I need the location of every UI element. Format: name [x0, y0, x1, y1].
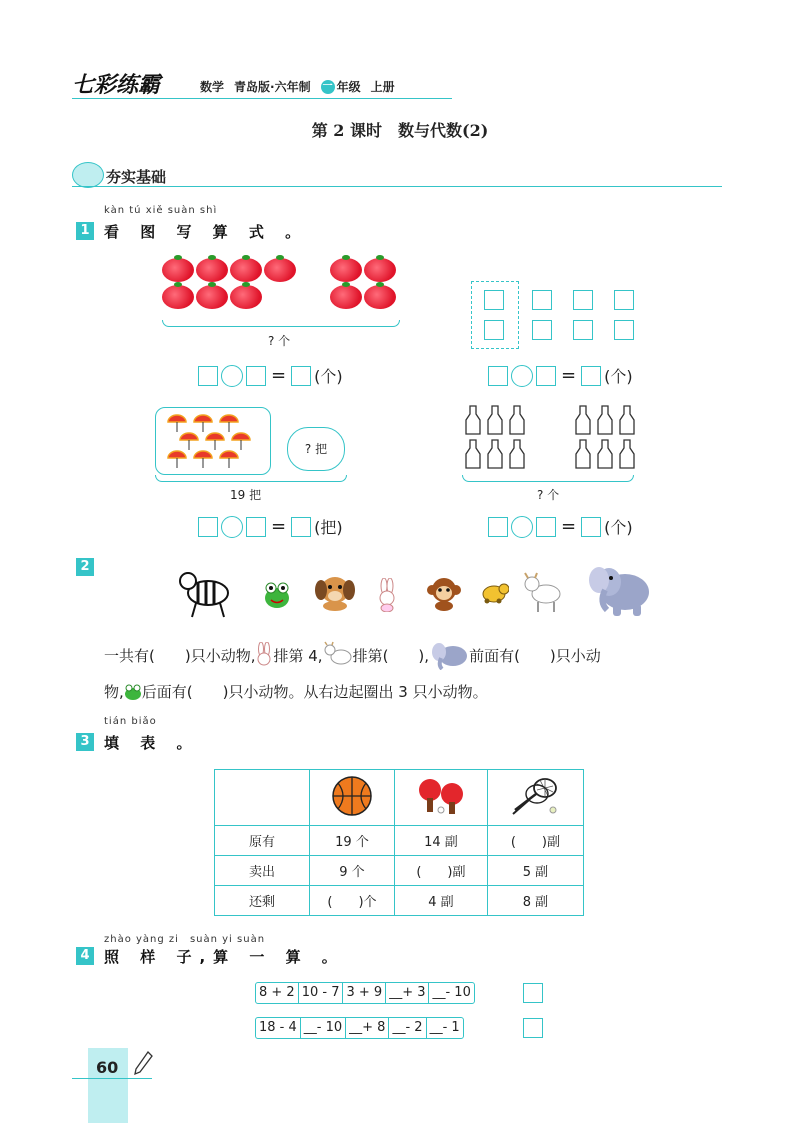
q2-number: 2	[76, 558, 94, 576]
calc-chain-row1	[255, 982, 475, 1004]
q2-line1-a: 一共有( )只小动物,	[104, 646, 256, 665]
puppy-icon	[314, 572, 356, 612]
q4-pinyin: zhào yàng zi suàn yi suàn	[104, 934, 266, 945]
goat-icon	[323, 641, 353, 669]
section-rule	[72, 186, 722, 187]
q2-line2-b: 后面有( )只小动物。从右边起圈出 3 只小动物。	[141, 683, 488, 701]
grade: 年级	[336, 80, 361, 94]
zebra-icon	[176, 567, 238, 619]
fill-table	[214, 769, 584, 916]
section-icon	[72, 162, 104, 188]
tomato	[162, 258, 194, 282]
bottle-cluster	[462, 402, 637, 474]
q4-title: 照 样 子,算 一 算 。	[104, 948, 345, 966]
elephant-icon	[429, 640, 469, 670]
unit-label: (个)	[314, 367, 343, 386]
tomato-equation	[198, 364, 343, 387]
frog-icon	[263, 580, 291, 610]
table-row	[215, 856, 584, 886]
calc-step: 8 + 2	[256, 983, 299, 1003]
cell-racket: 8 副	[487, 886, 583, 916]
lesson-title: 第 2 课时 数与代数(2)	[311, 121, 489, 140]
operator-circle[interactable]	[221, 516, 243, 538]
unit-label: (个)	[604, 367, 633, 386]
answer-box[interactable]	[198, 517, 218, 537]
subject: 数学	[200, 80, 225, 94]
q4-number: 4	[76, 947, 94, 965]
tomato	[196, 258, 228, 282]
q2-line1-c: 排第( ),	[352, 646, 430, 665]
umbrella-brace	[155, 475, 347, 482]
cell-basketball[interactable]: ( )个	[310, 886, 395, 916]
tomato	[162, 285, 194, 309]
bottle-label: ? 个	[537, 488, 560, 502]
square-shape	[484, 290, 504, 310]
tomato-brace	[162, 320, 400, 327]
umbrella-question: ? 把	[304, 442, 328, 456]
ping-pong-paddle-icon	[414, 776, 468, 816]
answer-box[interactable]	[523, 1018, 543, 1038]
q2-line1-b: 排第 4,	[273, 646, 323, 665]
answer-box[interactable]	[536, 517, 556, 537]
q3-title: 填 表 。	[104, 734, 200, 752]
page-number: 60	[96, 1058, 119, 1077]
answer-box[interactable]	[291, 517, 311, 537]
row-label: 原有	[215, 826, 310, 856]
rabbit-icon	[376, 578, 398, 612]
footer-rule	[72, 1078, 152, 1079]
answer-box[interactable]	[488, 517, 508, 537]
q1-title: 看 图 写 算 式 。	[104, 223, 309, 241]
answer-box[interactable]	[198, 366, 218, 386]
cell-pingpong: 4 副	[394, 886, 487, 916]
racket-cell	[487, 770, 583, 826]
square-shape	[573, 290, 593, 310]
umbrella-total: 19 把	[230, 488, 262, 502]
tomato	[230, 258, 262, 282]
answer-box[interactable]	[291, 366, 311, 386]
cell-basketball: 9 个	[310, 856, 395, 886]
row-label: 卖出	[215, 856, 310, 886]
tennis-racket-icon	[507, 774, 563, 818]
calc-step[interactable]: __- 10	[301, 1018, 346, 1038]
q2-line2	[104, 681, 488, 702]
tomato	[196, 285, 228, 309]
tomato-label: ? 个	[268, 334, 291, 348]
answer-box[interactable]	[488, 366, 508, 386]
calc-chain-row2	[255, 1017, 464, 1039]
bottle-brace	[462, 475, 634, 482]
answer-box[interactable]	[523, 983, 543, 1003]
tomato	[364, 258, 396, 282]
calc-step: 10 - 7	[299, 983, 344, 1003]
term: 上册	[370, 80, 395, 94]
umbrella-question-bubble	[287, 427, 345, 471]
equals-sign: =	[561, 365, 577, 386]
pingpong-cell	[394, 770, 487, 826]
calc-step[interactable]: __+ 8	[346, 1018, 389, 1038]
unit-label: (个)	[604, 518, 633, 537]
square-shape	[484, 320, 504, 340]
calc-step[interactable]: __- 10	[432, 985, 471, 1000]
edition: 青岛版·六年制	[234, 80, 311, 94]
calc-step: 18 - 4	[256, 1018, 301, 1038]
q2-line1	[104, 640, 601, 670]
q2-line1-d: 前面有( )只小动	[469, 646, 601, 665]
grade-mark: 一	[322, 80, 333, 92]
table-corner	[215, 770, 310, 826]
table-row	[215, 826, 584, 856]
q3-pinyin: tián biǎo	[104, 716, 157, 727]
equals-sign: =	[271, 516, 287, 537]
cell-pingpong[interactable]: ( )副	[394, 856, 487, 886]
tomato	[330, 285, 362, 309]
brand-logo	[72, 68, 160, 99]
equals-sign: =	[561, 516, 577, 537]
cell-racket[interactable]: ( )副	[487, 826, 583, 856]
q3-number: 3	[76, 733, 94, 751]
pencil-icon	[134, 1050, 154, 1078]
square-shape	[614, 320, 634, 340]
square-equation	[488, 364, 633, 387]
answer-box[interactable]	[246, 366, 266, 386]
umbrella-equation	[198, 515, 343, 538]
q2-line2-a: 物,	[104, 683, 124, 701]
square-shape	[532, 320, 552, 340]
header-info	[200, 78, 395, 95]
answer-box[interactable]	[581, 366, 601, 386]
q1-number: 1	[76, 222, 94, 240]
answer-box[interactable]	[536, 366, 556, 386]
square-shape	[614, 290, 634, 310]
brand-text: 七彩练霸	[72, 73, 161, 98]
frog-icon	[124, 683, 142, 701]
rabbit-icon	[255, 642, 273, 668]
turtle-icon	[479, 580, 509, 604]
basketball-icon	[330, 774, 374, 818]
tomato	[230, 285, 262, 309]
equals-sign: =	[271, 365, 287, 386]
header-rule	[72, 98, 452, 99]
square-shape	[532, 290, 552, 310]
bottle-equation	[488, 515, 633, 538]
operator-circle[interactable]	[511, 365, 533, 387]
tomato	[330, 258, 362, 282]
table-header-row	[215, 770, 584, 826]
operator-circle[interactable]	[221, 365, 243, 387]
answer-box[interactable]	[581, 517, 601, 537]
elephant-icon	[585, 560, 655, 618]
basketball-cell	[310, 770, 395, 826]
table-row	[215, 886, 584, 916]
tomato	[264, 258, 296, 282]
calc-step[interactable]: __+ 3	[386, 983, 429, 1003]
cell-racket: 5 副	[487, 856, 583, 886]
operator-circle[interactable]	[511, 516, 533, 538]
cell-basketball: 19 个	[310, 826, 395, 856]
row-label: 还剩	[215, 886, 310, 916]
calc-step[interactable]: __- 1	[429, 1020, 460, 1035]
calc-step[interactable]: __- 2	[389, 1018, 426, 1038]
unit-label: (把)	[314, 518, 343, 537]
goat-icon	[522, 572, 564, 614]
cell-pingpong: 14 副	[394, 826, 487, 856]
square-shape	[573, 320, 593, 340]
umbrella-cluster	[160, 410, 268, 472]
answer-box[interactable]	[246, 517, 266, 537]
q1-pinyin: kàn tú xiě suàn shì	[104, 205, 218, 216]
tomato	[364, 285, 396, 309]
monkey-icon	[427, 575, 461, 611]
calc-step: 3 + 9	[343, 983, 386, 1003]
section-title: 夯实基础	[106, 168, 167, 186]
